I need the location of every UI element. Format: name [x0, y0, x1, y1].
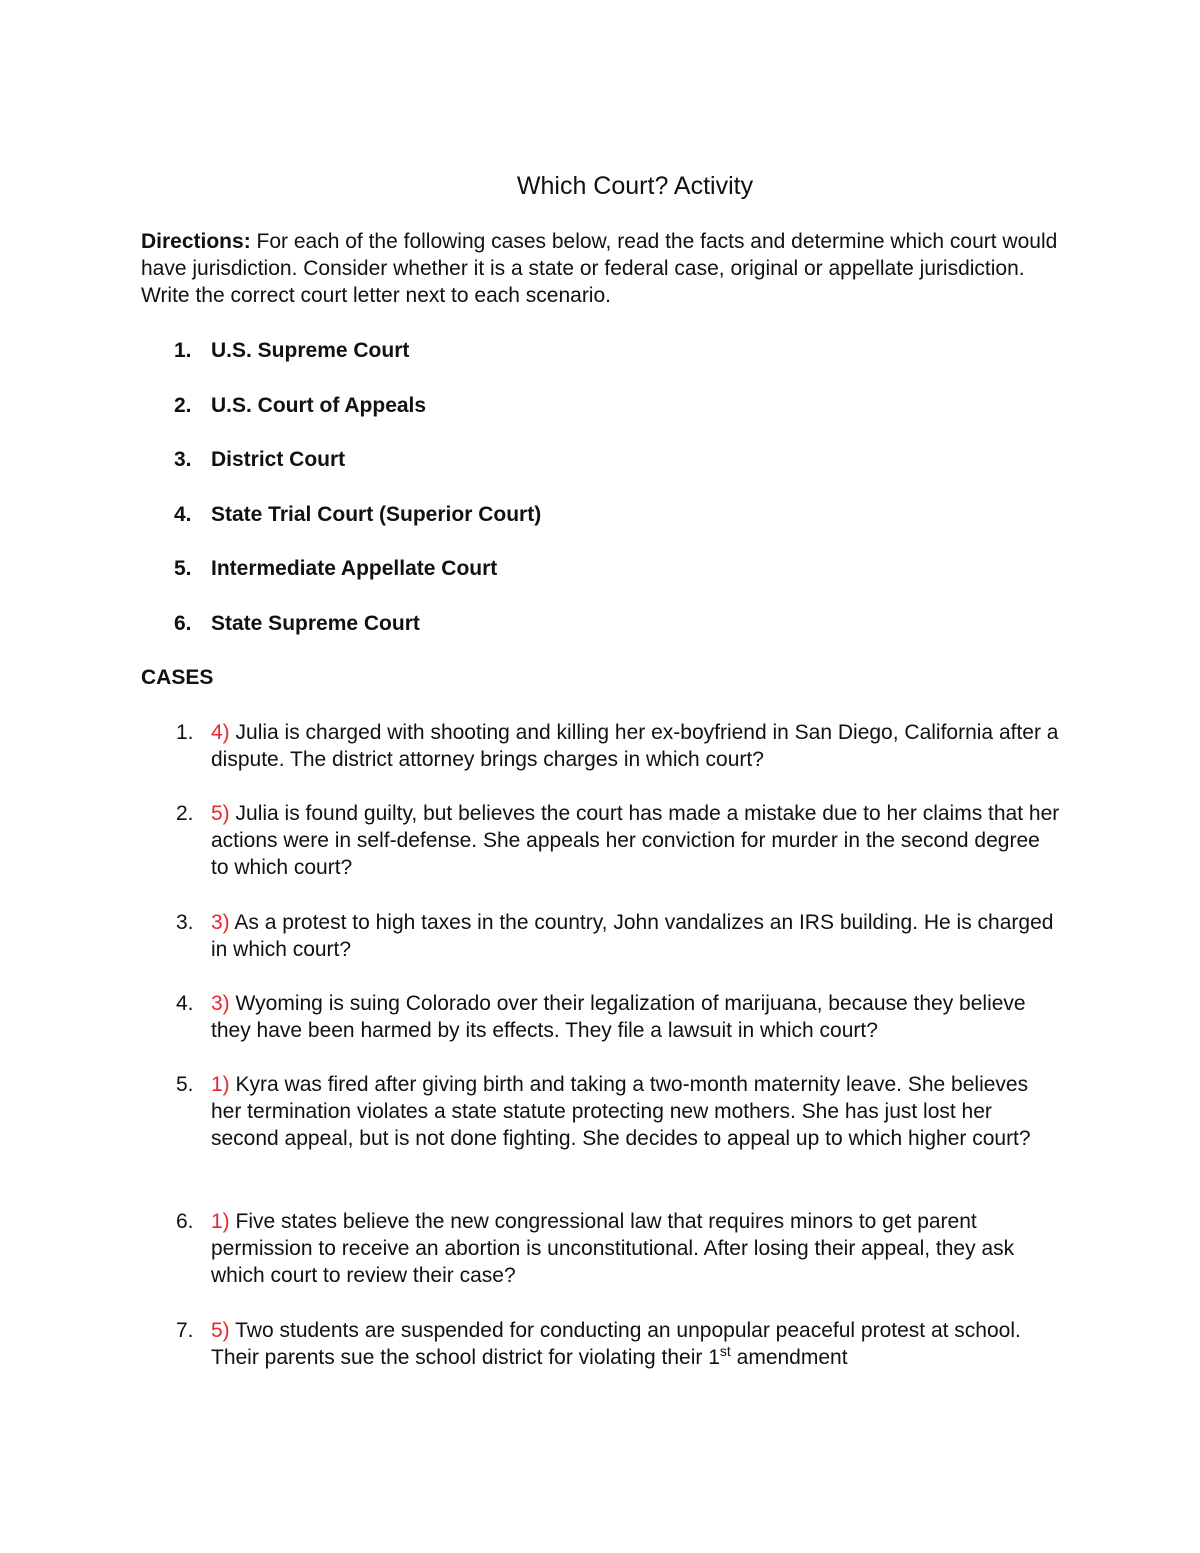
case-answer: 3) [211, 911, 230, 934]
case-text: As a protest to high taxes in the country, John vandalizes an IRS building. He is charged in which court? [211, 911, 1054, 961]
case-number: 3. [176, 911, 194, 934]
case-text: Wyoming is suing Colorado over their legalization of marijuana, because they believe they have been harmed by its effects. They file a lawsuit in which court? [211, 992, 1026, 1042]
court-number: 3. [174, 448, 192, 471]
directions-text: For each of the following cases below, read the facts and determine which court would have jurisdiction. Consider whether it is a state or federal case, original or appellate jurisdiction. Write the correct court letter next to each scenario. [141, 230, 1058, 307]
court-name: District Court [211, 448, 346, 471]
case-answer: 1) [211, 1073, 230, 1096]
cases-heading: CASES [141, 666, 214, 689]
court-name: Intermediate Appellate Court [211, 557, 498, 580]
court-name: U.S. Court of Appeals [211, 394, 427, 417]
case-body [211, 909, 1061, 963]
case-number: 2. [176, 802, 194, 825]
case-answer: 5) [211, 1319, 230, 1342]
directions-paragraph [141, 228, 1061, 309]
directions-label: Directions: [141, 230, 251, 253]
case-body [211, 1071, 1061, 1152]
case-number: 1. [176, 721, 194, 744]
court-number: 4. [174, 503, 192, 526]
case-number: 4. [176, 992, 194, 1015]
case-body [211, 800, 1061, 881]
case-body [211, 990, 1061, 1044]
case-text: Julia is charged with shooting and killing her ex-boyfriend in San Diego, California after a dispute. The district attorney brings charges in which court? [211, 721, 1059, 771]
case-body [211, 1317, 1061, 1371]
case-number: 6. [176, 1210, 194, 1233]
court-number: 1. [174, 339, 192, 362]
case-number: 5. [176, 1073, 194, 1096]
page-title: Which Court? Activity [516, 172, 754, 200]
case-number: 7. [176, 1319, 194, 1342]
court-number: 5. [174, 557, 192, 580]
ordinal-suffix: st [719, 1343, 731, 1359]
court-name: State Trial Court (Superior Court) [211, 503, 542, 526]
case-text: Five states believe the new congressional law that requires minors to get parent permission to receive an abortion is unconstitutional. After losing their appeal, they ask which court to review their case? [211, 1210, 1015, 1287]
case-text-tail: amendment [730, 1346, 848, 1369]
case-body [211, 1208, 1061, 1289]
court-name: State Supreme Court [211, 612, 420, 635]
case-text: Kyra was fired after giving birth and taking a two-month maternity leave. She believes her termination violates a state statute protecting new mothers. She has just lost her second appeal, but is not done fighting. She decides to appeal up to which higher court? [211, 1073, 1031, 1150]
case-answer: 4) [211, 721, 230, 744]
case-answer: 5) [211, 802, 230, 825]
court-name: U.S. Supreme Court [211, 339, 410, 362]
case-text: Two students are suspended for conducting an unpopular peaceful protest at school. Their parents sue the school district for violating their 1 [211, 1319, 1021, 1369]
case-body [211, 719, 1061, 773]
court-number: 2. [174, 394, 192, 417]
case-answer: 1) [211, 1210, 230, 1233]
court-number: 6. [174, 612, 192, 635]
case-answer: 3) [211, 992, 230, 1015]
case-text: Julia is found guilty, but believes the court has made a mistake due to her claims that her actions were in self-defense. She appeals her conviction for murder in the second degree to which court? [211, 802, 1060, 879]
